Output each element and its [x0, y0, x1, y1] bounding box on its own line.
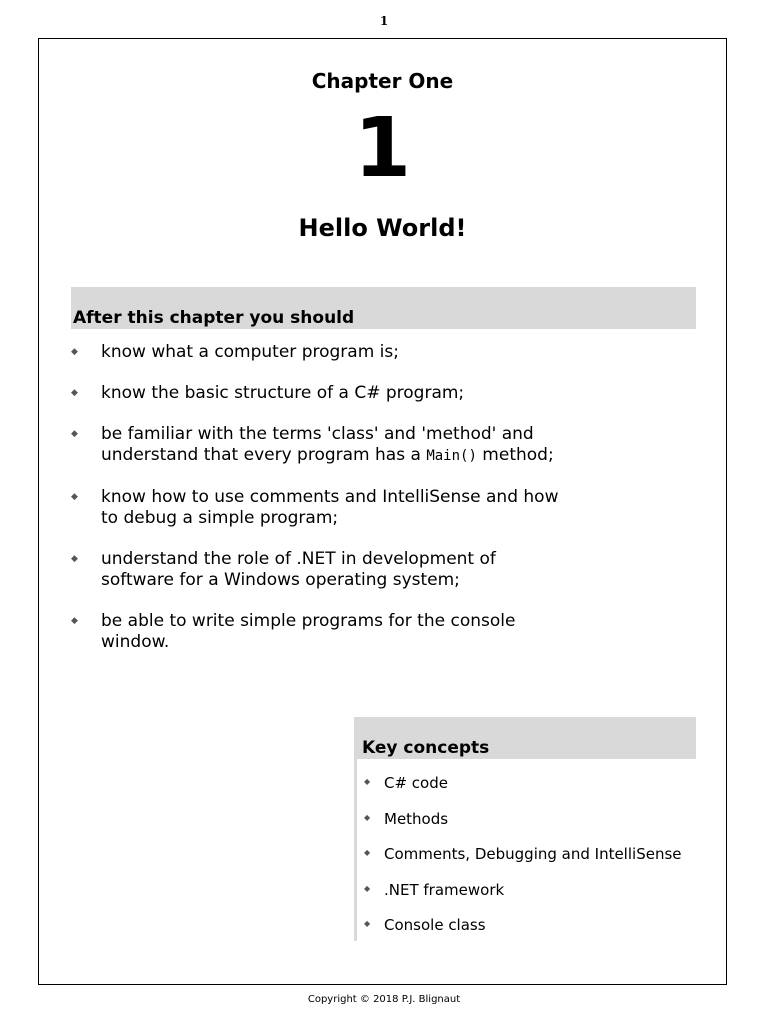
- chapter-title: Hello World!: [298, 214, 467, 242]
- bullet-icon: ◆: [364, 812, 371, 822]
- objective-item: [71, 383, 631, 404]
- bullet-icon: ◆: [71, 429, 78, 439]
- objective-text: know what a computer program is;: [101, 342, 399, 362]
- objective-item: [71, 342, 631, 363]
- objective-item: [71, 611, 631, 653]
- key-concepts-list: [364, 773, 704, 951]
- key-concept-item: [364, 809, 704, 829]
- key-concepts-heading-band: [354, 717, 696, 759]
- bullet-icon: ◆: [364, 883, 371, 893]
- objective-text: know the basic structure of a C# program;: [101, 383, 465, 403]
- bullet-icon: ◆: [71, 616, 78, 626]
- key-concept-item: [364, 844, 704, 864]
- objective-text: understand the role of .NET in development of: [101, 549, 496, 569]
- code-main-method: Main(): [426, 448, 477, 464]
- objective-text: be familiar with the terms 'class' and 'method' and: [101, 424, 534, 444]
- objective-item: [71, 549, 631, 591]
- objective-text: to debug a simple program;: [101, 508, 339, 528]
- objectives-heading-band: [71, 287, 696, 329]
- objectives-heading: After this chapter you should: [73, 308, 355, 328]
- key-concept-text: Console class: [384, 916, 486, 934]
- copyright-footer: Copyright © 2018 P.J. Blignaut: [307, 994, 461, 1005]
- bullet-icon: ◆: [71, 388, 78, 398]
- objective-text: software for a Windows operating system;: [101, 570, 460, 590]
- key-concept-item: [364, 915, 704, 935]
- bullet-icon: ◆: [364, 777, 371, 786]
- key-concepts-heading: Key concepts: [362, 738, 490, 758]
- bullet-icon: ◆: [71, 554, 78, 564]
- key-concept-item: [364, 880, 704, 900]
- key-concepts-rule: [354, 759, 357, 941]
- objective-text: method;: [476, 445, 554, 465]
- bullet-icon: ◆: [71, 347, 78, 357]
- bullet-icon: ◆: [364, 919, 371, 928]
- objective-text: be able to write simple programs for the console: [101, 611, 516, 631]
- bullet-icon: ◆: [71, 492, 78, 502]
- objective-item: [71, 487, 631, 529]
- bullet-icon: ◆: [364, 848, 371, 857]
- objective-text: know how to use comments and IntelliSense and how: [101, 487, 559, 507]
- key-concept-text: Methods: [384, 809, 449, 828]
- objective-item: [71, 424, 631, 467]
- chapter-number: 1: [353, 101, 412, 196]
- objective-text: window.: [101, 632, 170, 652]
- objective-text: understand that every program has a: [101, 445, 427, 465]
- chapter-label: Chapter One: [311, 69, 454, 93]
- chapter-frame: [38, 38, 727, 985]
- key-concept-text: .NET framework: [384, 880, 505, 899]
- key-concept-text: C# code: [384, 774, 448, 792]
- objectives-list: [71, 342, 631, 673]
- page-number: 1: [379, 14, 389, 28]
- key-concept-item: [364, 773, 704, 793]
- key-concept-text: Comments, Debugging and IntelliSense: [384, 845, 682, 863]
